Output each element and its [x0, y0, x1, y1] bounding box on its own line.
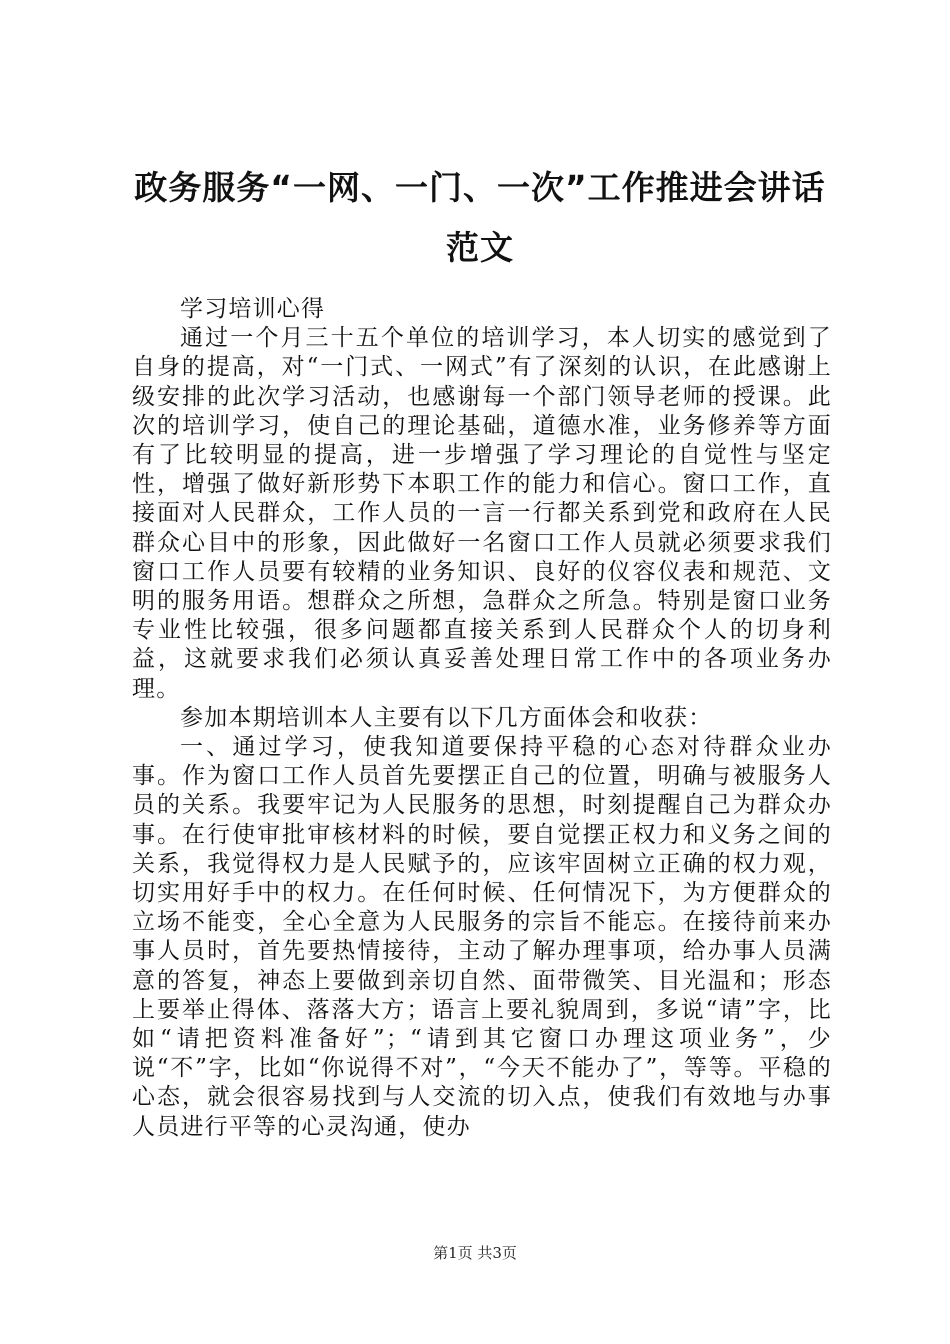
document-body: [132, 295, 832, 1142]
page-number: 第1页 共3页: [433, 1244, 517, 1262]
section-heading: 学习培训心得: [180, 296, 326, 322]
document-title: 政务服务“一网、一门、一次”工作推进会讲话范文: [134, 168, 826, 267]
paragraph-1: 通过一个月三十五个单位的培训学习，本人切实的感觉到了自身的提高，对“一门式、一网式”有了深刻的认识，在此感谢上级安排的此次学习活动，也感谢每一个部门领导老师的授课。此次的培训学习，使自己的理论基础，道德水准，业务修养等方面有了比较明显的提高，进一步增强了学习理论的自觉性与坚定性，增强了做好新形势下本职工作的能力和信心。窗口工作，直接面对人民群众，工作人员的一言一行都关系到党和政府在人民群众心目中的形象，因此做好一名窗口工作人员就必须要求我们窗口工作人员要有较精的业务知识、良好的仪容仪表和规范、文明的服务用语。想群众之所想，急群众之所急。特别是窗口业务专业性比较强，很多问题都直接关系到人民群众个人的切身利益，这就要求我们必须认真妥善处理日常工作中的各项业务办理。: [132, 325, 832, 702]
paragraph-3: 一、通过学习，使我知道要保持平稳的心态对待群众业办事。作为窗口工作人员首先要摆正自己的位置，明确与被服务人员的关系。我要牢记为人民服务的思想，时刻提醒自己为群众办事。在行使审批审核材料的时候，要自觉摆正权力和义务之间的关系，我觉得权力是人民赋予的，应该牢固树立正确的权力观，切实用好手中的权力。在任何时候、任何情况下，为方便群众的立场不能变，全心全意为人民服务的宗旨不能忘。在接待前来办事人员时，首先要热情接待，主动了解办理事项，给办事人员满意的答复，神态上要做到亲切自然、面带微笑、目光温和；形态上要举止得体、落落大方；语言上要礼貌周到，多说“请”字，比如“请把资料准备好”；“请到其它窗口办理这项业务”，少说“不”字，比如“你说得不对”，“今天不能办了”，等等。平稳的心态，就会很容易找到与人交流的切入点，使我们有效地与办事人员进行平等的心灵沟通，使办: [132, 734, 832, 1140]
paragraph-2: 参加本期培训本人主要有以下几方面体会和收获：: [180, 704, 713, 731]
